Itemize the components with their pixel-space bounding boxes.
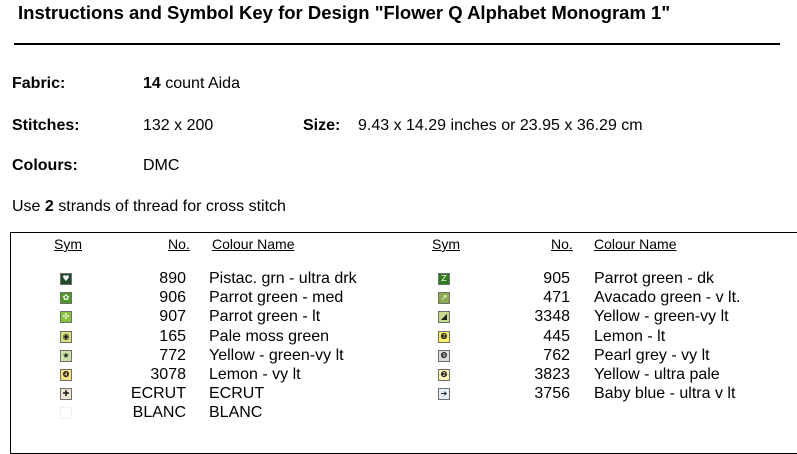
dmc-number: 907 (159, 308, 186, 325)
colour-name: Lemon - vy lt (209, 366, 301, 383)
triangle-icon (438, 311, 450, 323)
circle-dot-icon (60, 331, 72, 343)
dmc-number: 906 (159, 289, 186, 306)
cross-icon (60, 311, 72, 323)
dmc-number: 445 (543, 328, 570, 345)
dmc-number: 905 (543, 270, 570, 287)
colour-name: Pistac. grn - ultra drk (209, 270, 357, 287)
dmc-number: 3823 (534, 366, 570, 383)
header-sym-right: Sym (432, 236, 460, 252)
number-nine-icon (438, 350, 450, 362)
strands-suffix: strands of thread for cross stitch (53, 198, 286, 215)
colour-name: Avacado green - v lt. (594, 289, 741, 306)
heart-icon (60, 273, 72, 285)
stitches-value: 132 x 200 (143, 117, 214, 134)
symbol-glyph: ✚ (62, 389, 70, 398)
colour-name: Yellow - green-vy lt (209, 347, 344, 364)
colour-name: BLANC (209, 404, 263, 421)
colour-name: Yellow - ultra pale (594, 366, 720, 383)
colour-name: Lemon - lt (594, 328, 666, 345)
colour-name: Pearl grey - vy lt (594, 347, 710, 364)
colour-name: Pale moss green (209, 328, 330, 345)
dmc-number: 772 (159, 347, 186, 364)
symbol-glyph: ◉ (62, 332, 70, 341)
symbol-glyph: ✿ (62, 293, 70, 302)
plus-icon (60, 388, 72, 400)
fabric-type: count Aida (160, 75, 240, 92)
colour-name: Baby blue - ultra v lt (594, 385, 736, 402)
size-label: Size: (303, 117, 341, 134)
symbol-glyph: ♥ (62, 274, 70, 283)
header-colour-name-right: Colour Name (594, 236, 677, 252)
symbol-glyph: ✣ (62, 312, 70, 321)
colour-name: Parrot green - dk (594, 270, 715, 287)
number-seven-icon (438, 331, 450, 343)
header-sym-left: Sym (54, 236, 82, 252)
colour-name: ECRUT (209, 385, 265, 402)
star-icon (60, 350, 72, 362)
colour-name: Parrot green - med (209, 289, 344, 306)
dmc-number: 890 (159, 270, 186, 287)
colours-label: Colours: (12, 157, 78, 174)
number-two-icon (438, 369, 450, 381)
dmc-number: 3348 (534, 308, 570, 325)
colours-value: DMC (143, 157, 180, 174)
dmc-number: BLANC (132, 404, 186, 421)
header-no-left: No. (168, 236, 190, 252)
flower-icon (60, 292, 72, 304)
dmc-number: 165 (159, 328, 186, 345)
blank-icon (60, 407, 72, 419)
size-value: 9.43 x 14.29 inches or 23.95 x 36.29 cm (358, 117, 643, 134)
symbol-glyph: ❷ (440, 370, 448, 379)
stitches-label: Stitches: (12, 117, 80, 134)
title-divider (14, 43, 780, 45)
dmc-number: ECRUT (130, 385, 186, 402)
symbol-glyph: ◢ (440, 312, 448, 321)
dmc-number: 471 (543, 289, 570, 306)
symbol-glyph: ❼ (440, 332, 448, 341)
dmc-number: 3756 (534, 385, 570, 402)
fabric-value (143, 75, 240, 93)
number-four-icon (60, 369, 72, 381)
fabric-count: 14 (143, 75, 161, 92)
symbol-glyph: Z (441, 274, 447, 283)
symbol-glyph: ❹ (62, 370, 70, 379)
strands-instruction (12, 198, 286, 216)
fabric-label: Fabric: (12, 75, 66, 92)
header-no-right: No. (551, 236, 573, 252)
header-colour-name-left: Colour Name (212, 236, 295, 252)
symbol-glyph: ❾ (440, 351, 448, 360)
colour-name: Parrot green - lt (209, 308, 321, 325)
symbol-glyph: ↗ (440, 293, 448, 302)
arrow-right-icon (438, 388, 450, 400)
strands-prefix: Use (12, 198, 45, 215)
dmc-number: 3078 (150, 366, 186, 383)
arrow-icon (438, 292, 450, 304)
symbol-glyph: ★ (62, 351, 70, 360)
page-title: Instructions and Symbol Key for Design "Flower Q Alphabet Monogram 1" (18, 2, 671, 23)
strands-count: 2 (44, 198, 54, 215)
letter-z-icon (438, 273, 450, 285)
dmc-number: 762 (543, 347, 570, 364)
colour-name: Yellow - green-vy lt (594, 308, 729, 325)
symbol-glyph: ➜ (440, 389, 448, 398)
